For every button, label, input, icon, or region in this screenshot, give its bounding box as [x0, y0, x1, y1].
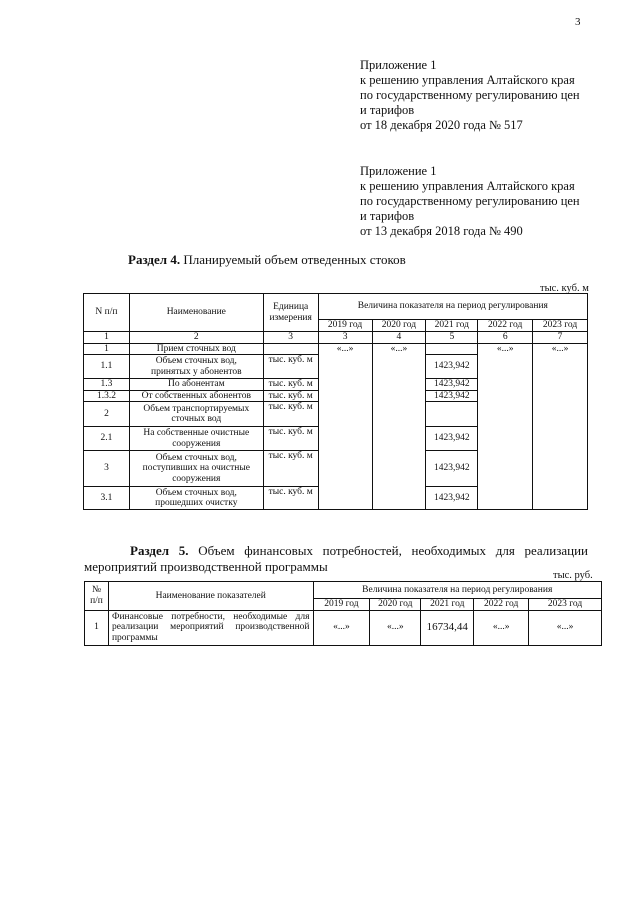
row-num: 2 — [84, 402, 130, 427]
header-year: 2021 год — [421, 599, 474, 611]
row-num: 2.1 — [84, 427, 130, 451]
section5-table — [84, 581, 602, 646]
appendix-line: по государственному регулированию цен — [360, 88, 580, 102]
value-2023: «...» — [529, 610, 602, 645]
row-name: По абонентам — [129, 379, 263, 391]
section5-heading — [84, 543, 588, 575]
appendix-line: и тарифов — [360, 209, 415, 223]
header-year: 2023 год — [529, 599, 602, 611]
row-unit: тыс. куб. м — [263, 355, 318, 379]
header-year: 2022 год — [474, 599, 529, 611]
appendix-current — [360, 58, 630, 133]
row-name: Прием сточных вод — [129, 343, 263, 355]
value-2021: 16734,44 — [421, 610, 474, 645]
row-num: 3.1 — [84, 487, 130, 510]
appendix-line: от 18 декабря 2020 года № 517 — [360, 118, 523, 132]
value-2021 — [426, 402, 478, 427]
value-2019: «...» — [318, 343, 372, 510]
col-number: 7 — [533, 332, 588, 344]
section4-unit: тыс. куб. м — [540, 283, 589, 294]
value-2019: «...» — [313, 610, 370, 645]
row-num: 1.3.2 — [84, 390, 130, 402]
row-num: 1 — [85, 610, 109, 645]
col-number: 5 — [426, 332, 478, 344]
col-number: 3 — [263, 332, 318, 344]
header-year: 2021 год — [426, 320, 478, 332]
row-unit: тыс. куб. м — [263, 402, 318, 427]
value-2021: 1423,942 — [426, 390, 478, 402]
appendix-line: и тарифов — [360, 103, 415, 117]
table-row — [85, 610, 602, 645]
col-number: 4 — [372, 332, 426, 344]
section4-heading — [128, 252, 406, 268]
header-year: 2023 год — [533, 320, 588, 332]
value-2021: 1423,942 — [426, 487, 478, 510]
row-num: 1.1 — [84, 355, 130, 379]
section4-label: Раздел 4. — [128, 252, 181, 267]
value-2021 — [426, 343, 478, 355]
header-unit: Единица измерения — [263, 294, 318, 332]
value-2022: «...» — [474, 610, 529, 645]
row-name: Объем транспортируемых сточных вод — [129, 402, 263, 427]
appendix-line: по государственному регулированию цен — [360, 194, 580, 208]
value-2021: 1423,942 — [426, 379, 478, 391]
appendix-line: Приложение 1 — [360, 164, 437, 178]
header-num: № п/п — [85, 582, 109, 611]
row-name: Финансовые потребности, необходимые для реализации мероприятий производственной программы — [108, 610, 313, 645]
value-2021: 1423,942 — [426, 355, 478, 379]
row-num: 1.3 — [84, 379, 130, 391]
row-unit: тыс. куб. м — [263, 451, 318, 487]
row-unit: тыс. куб. м — [263, 487, 318, 510]
section5-unit: тыс. руб. — [553, 570, 593, 581]
value-2022: «...» — [478, 343, 533, 510]
appendix-line: от 13 декабря 2018 года № 490 — [360, 224, 523, 238]
appendix-line: к решению управления Алтайского края — [360, 73, 575, 87]
row-unit: тыс. куб. м — [263, 379, 318, 391]
value-2023: «...» — [533, 343, 588, 510]
row-name: Объем сточных вод, принятых у абонентов — [129, 355, 263, 379]
header-year: 2020 год — [370, 599, 421, 611]
table-row — [84, 343, 588, 355]
header-year: 2019 год — [313, 599, 370, 611]
header-value: Величина показателя на период регулирования — [318, 294, 587, 320]
col-number: 6 — [478, 332, 533, 344]
page-number: 3 — [575, 16, 581, 28]
row-name: От собственных абонентов — [129, 390, 263, 402]
appendix-line: Приложение 1 — [360, 58, 437, 72]
appendix-original — [360, 164, 630, 239]
value-2021: 1423,942 — [426, 427, 478, 451]
row-unit — [263, 343, 318, 355]
row-unit: тыс. куб. м — [263, 427, 318, 451]
appendix-line: к решению управления Алтайского края — [360, 179, 575, 193]
value-2021: 1423,942 — [426, 451, 478, 487]
section5-label: Раздел 5. — [130, 543, 189, 558]
row-name: Объем сточных вод, поступивших на очистные сооружения — [129, 451, 263, 487]
header-name: Наименование показателей — [108, 582, 313, 611]
header-year: 2020 год — [372, 320, 426, 332]
header-num: N п/п — [84, 294, 130, 332]
section4-table — [83, 293, 588, 510]
value-2020: «...» — [370, 610, 421, 645]
row-unit: тыс. куб. м — [263, 390, 318, 402]
header-year: 2019 год — [318, 320, 372, 332]
row-num: 1 — [84, 343, 130, 355]
row-num: 3 — [84, 451, 130, 487]
col-number: 1 — [84, 332, 130, 344]
row-name: На собственные очистные сооружения — [129, 427, 263, 451]
header-name: Наименование — [129, 294, 263, 332]
row-name: Объем сточных вод, прошедших очистку — [129, 487, 263, 510]
col-number: 2 — [129, 332, 263, 344]
header-year: 2022 год — [478, 320, 533, 332]
value-2020: «...» — [372, 343, 426, 510]
header-value: Величина показателя на период регулирования — [313, 582, 602, 599]
section5-title: Объем финансовых потребностей, необходимых для реализации мероприятий производственной программы — [84, 543, 589, 574]
section4-title: Планируемый объем отведенных стоков — [183, 252, 406, 267]
col-number: 3 — [318, 332, 372, 344]
